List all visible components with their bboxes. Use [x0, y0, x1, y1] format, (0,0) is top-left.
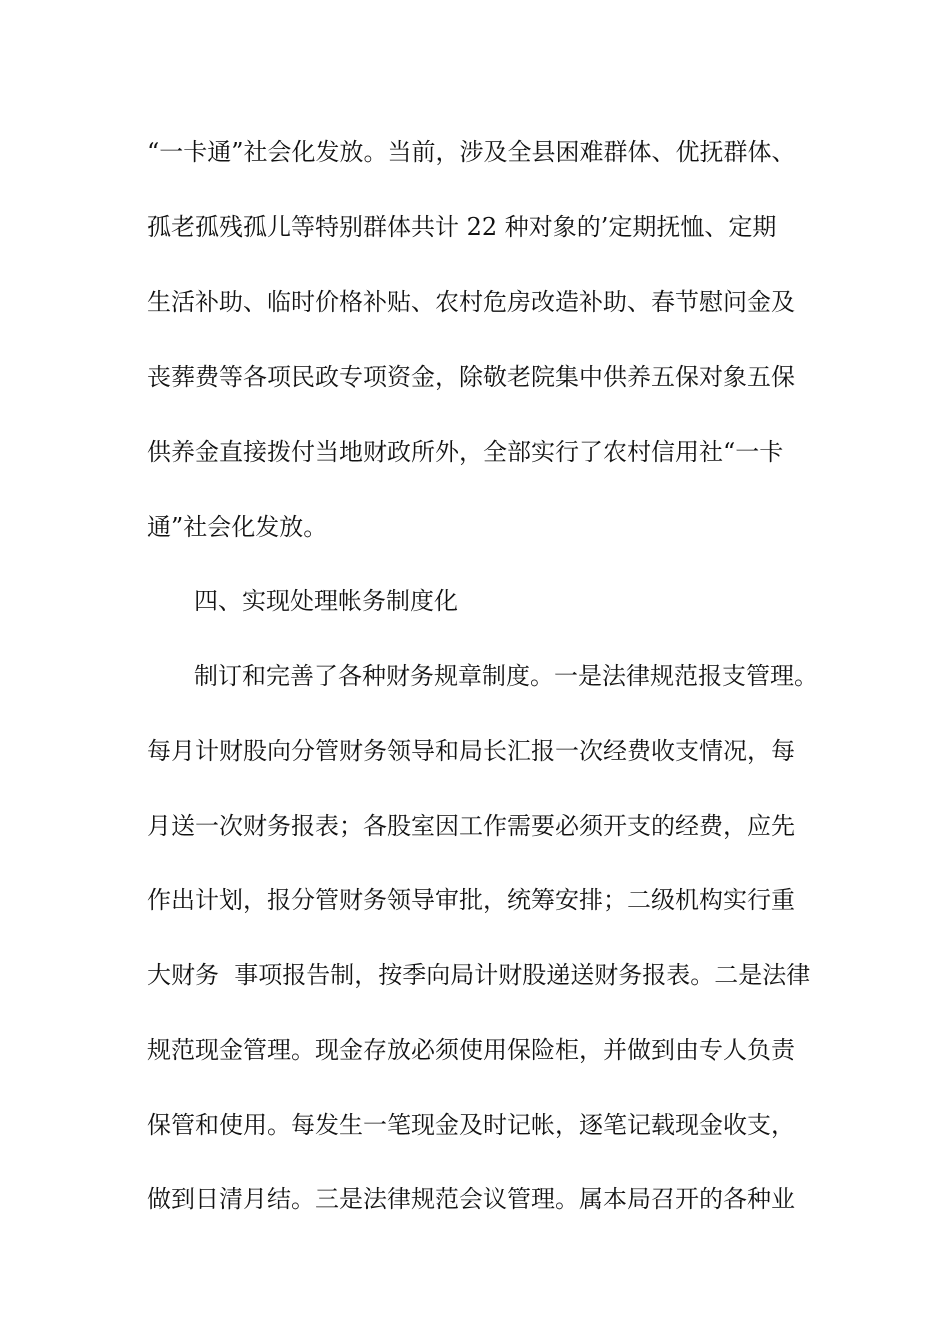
paragraph-line: 每月计财股向分管财务领导和局长汇报一次经费收支情况，每 [147, 737, 795, 765]
paragraph-line: 做到日清月结。三是法律规范会议管理。属本局召开的各种业 [147, 1185, 795, 1213]
paragraph-line: “一卡通”社会化发放。当前，涉及全县困难群体、优抚群体、 [147, 138, 796, 166]
paragraph-line: 作出计划，报分管财务领导审批，统筹安排；二级机构实行重 [147, 886, 795, 914]
paragraph-line: 保管和使用。每发生一笔现金及时记帐，逐笔记载现金收支， [147, 1111, 795, 1139]
paragraph-line: 月送一次财务报表；各股室因工作需要必须开支的经费，应先 [147, 812, 795, 840]
paragraph-line: 丧葬费等各项民政专项资金，除敬老院集中供养五保对象五保 [147, 363, 795, 391]
paragraph-line: 规范现金管理。现金存放必须使用保险柜，并做到由专人负责 [147, 1036, 795, 1064]
paragraph-line: 通”社会化发放。 [147, 513, 328, 541]
paragraph-line: 生活补助、临时价格补贴、农村危房改造补助、春节慰问金及 [147, 288, 795, 316]
paragraph-line: 制订和完善了各种财务规章制度。一是法律规范报支管理。 [194, 662, 818, 690]
paragraph-line: 供养金直接拨付当地财政所外，全部实行了农村信用社“一卡 [147, 438, 784, 466]
paragraph-line: 孤老孤残孤儿等特别群体共计 22 种对象的’定期抚恤、定期 [147, 213, 777, 241]
paragraph-line: 大财务 事项报告制，按季向局计财股递送财务报表。二是法律 [147, 961, 811, 989]
section-heading: 四、实现处理帐务制度化 [194, 587, 458, 615]
